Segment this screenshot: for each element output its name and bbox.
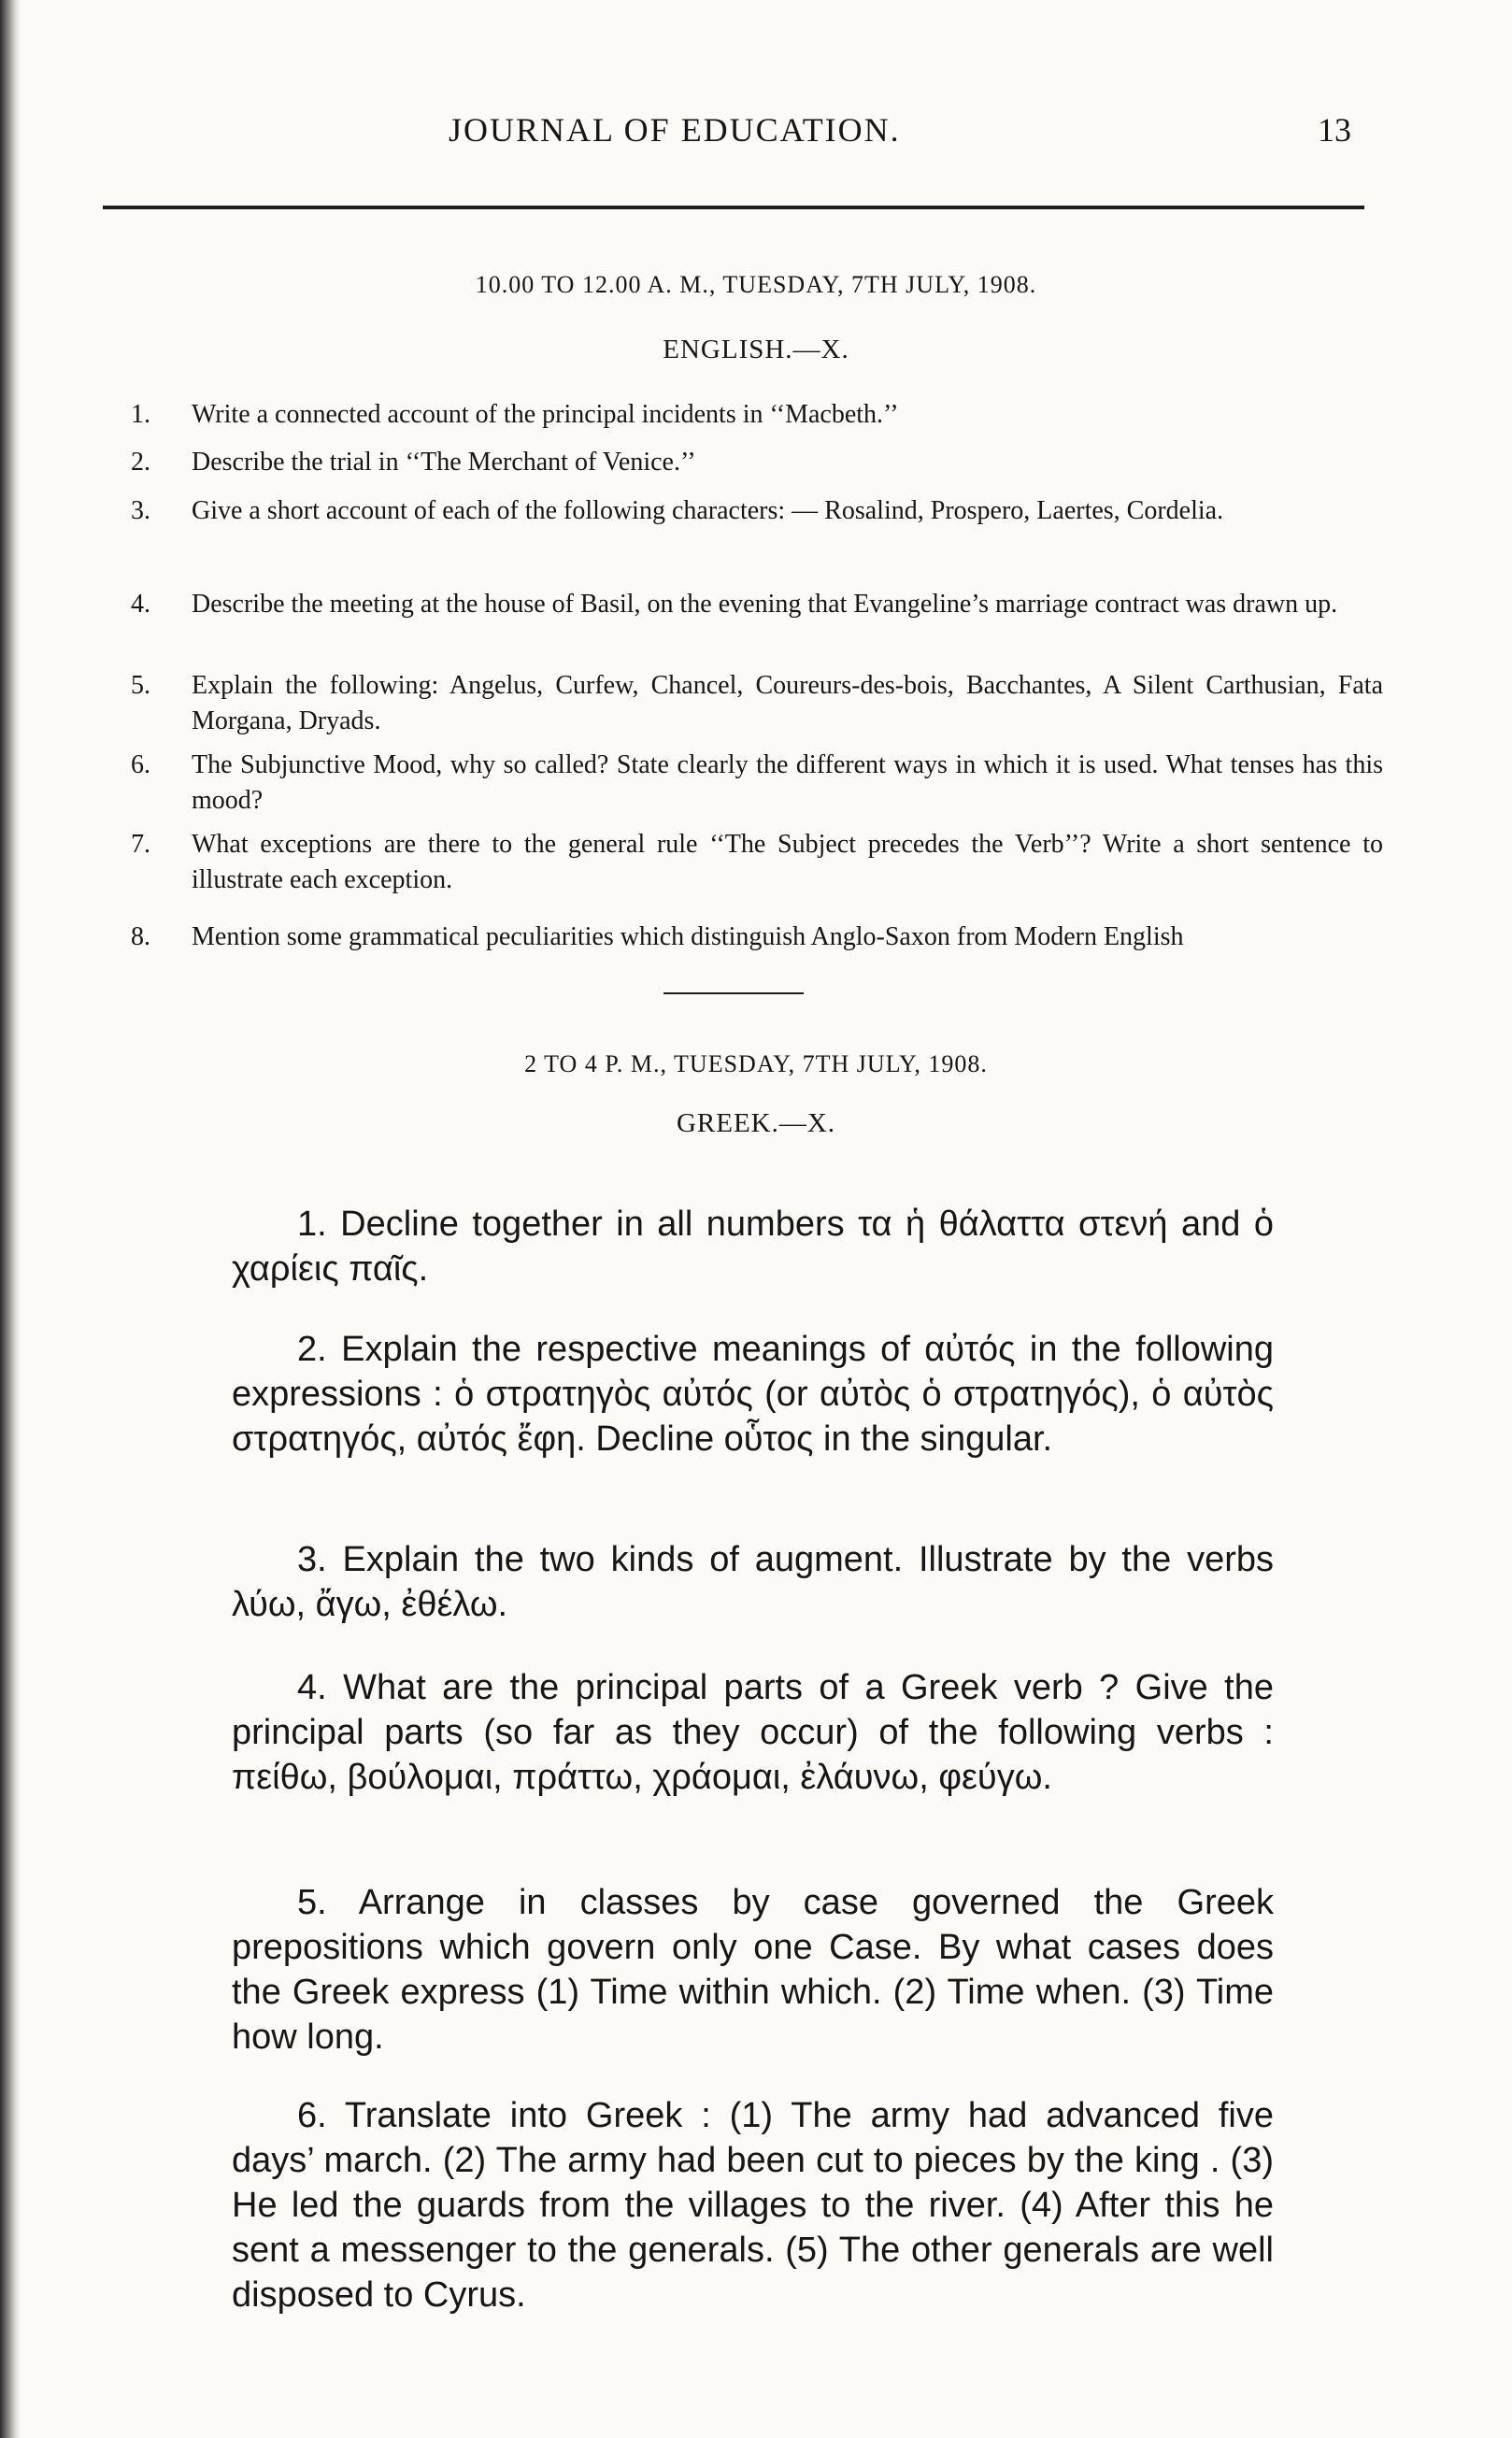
english-question-7	[131, 827, 1383, 898]
greek-title: GREEK.—X.	[676, 1108, 836, 1138]
english-question-8	[131, 920, 1383, 955]
question-number: 4.	[297, 1668, 327, 1707]
question-text: Translate into Greek : (1) The army had advanced five days’ march. (2) The army had been cut to pieces by the king . (3) He led the guards from the villages to the river. (4) After this he sent a messenger to the generals. (5) The other generals are well disposed to Cyrus.	[232, 2096, 1274, 2315]
question-text: Mention some grammatical peculiarities which distinguish Anglo-Saxon from Modern English	[192, 922, 1184, 951]
greek-session-line: 2 TO 4 P. M., TUESDAY, 7TH JULY, 1908.	[524, 1050, 988, 1077]
english-question-2	[131, 445, 1383, 480]
question-number: 5.	[297, 1883, 327, 1922]
question-text: Describe the trial in ‘‘The Merchant of Venice.’’	[192, 448, 696, 477]
greek-question-4	[232, 1665, 1274, 1800]
question-number: 6.	[297, 2096, 327, 2135]
question-text: Arrange in classes by case governed the Greek prepositions which govern only one Case. By what cases does the Greek express (1) Time within which. (2) Time when. (3) Time how long.	[232, 1883, 1274, 2057]
english-question-3	[131, 493, 1383, 529]
header-rule	[103, 206, 1364, 209]
question-number: 3.	[131, 496, 150, 525]
greek-question-5	[232, 1880, 1274, 2060]
greek-question-3	[232, 1537, 1274, 1627]
greek-question-1	[232, 1202, 1274, 1291]
question-number: 3.	[297, 1540, 327, 1579]
question-text: What are the principal parts of a Greek verb ? Give the principal parts (so far as they occur) of the following verbs : πείθω, βούλομαι, πράττω, χράομαι, ἐλάυνω, φεύγω.	[232, 1668, 1275, 1797]
greek-question-2	[232, 1327, 1274, 1461]
english-question-1	[131, 397, 1383, 433]
english-question-5	[131, 668, 1383, 739]
question-text: The Subjunctive Mood, why so called? State clearly the different ways in which it is used. What tenses has this mood?	[192, 750, 1383, 815]
question-number: 7.	[131, 830, 150, 859]
page-number: 13	[1318, 111, 1351, 149]
english-question-6	[131, 748, 1383, 819]
section-divider	[663, 992, 804, 994]
english-session-line: 10.00 TO 12.00 A. M., TUESDAY, 7TH JULY, 1908.	[475, 271, 1037, 298]
question-text: Explain the respective meanings of αὐτός in the following expressions : ὁ στρατηγὸς αὐτός (or αὐτὸς ὁ στρατηγός), ὁ αὐτὸς στρατηγός, αὐτός ἔφη. Decline οὗτος in the singular.	[232, 1330, 1274, 1459]
question-number: 5.	[131, 671, 150, 700]
question-number: 2.	[297, 1330, 327, 1369]
question-number: 1.	[297, 1205, 327, 1244]
question-number: 1.	[131, 400, 150, 429]
question-number: 4.	[131, 590, 150, 619]
question-text: Write a connected account of the principal incidents in ‘‘Macbeth.’’	[192, 400, 899, 429]
question-text: Explain the following: Angelus, Curfew, Chancel, Coureurs-des-bois, Bacchantes, A Silent Carthusian, Fata Morgana, Dryads.	[192, 671, 1383, 735]
question-number: 8.	[131, 922, 150, 951]
question-number: 2.	[131, 448, 150, 477]
question-number: 6.	[131, 750, 150, 779]
question-text: Explain the two kinds of augment. Illustrate by the verbs λύω, ἄγω, ἐθέλω.	[232, 1540, 1274, 1624]
question-text: Describe the meeting at the house of Basil, on the evening that Evangeline’s marriage contract was drawn up.	[192, 590, 1338, 619]
english-question-4	[131, 587, 1383, 622]
question-text: What exceptions are there to the general rule ‘‘The Subject precedes the Verb’’? Write a short sentence to illustrate each exception.	[192, 830, 1383, 894]
question-text: Decline together in all numbers τα ἡ θάλαττα στενή and ὁ χαρίεις παῖς.	[232, 1205, 1274, 1289]
question-text: Give a short account of each of the following characters: — Rosalind, Prospero, Laertes, Cordelia.	[192, 496, 1224, 525]
greek-question-6	[232, 2093, 1274, 2317]
running-title: JOURNAL OF EDUCATION.	[449, 111, 901, 149]
english-title: ENGLISH.—X.	[663, 335, 849, 364]
